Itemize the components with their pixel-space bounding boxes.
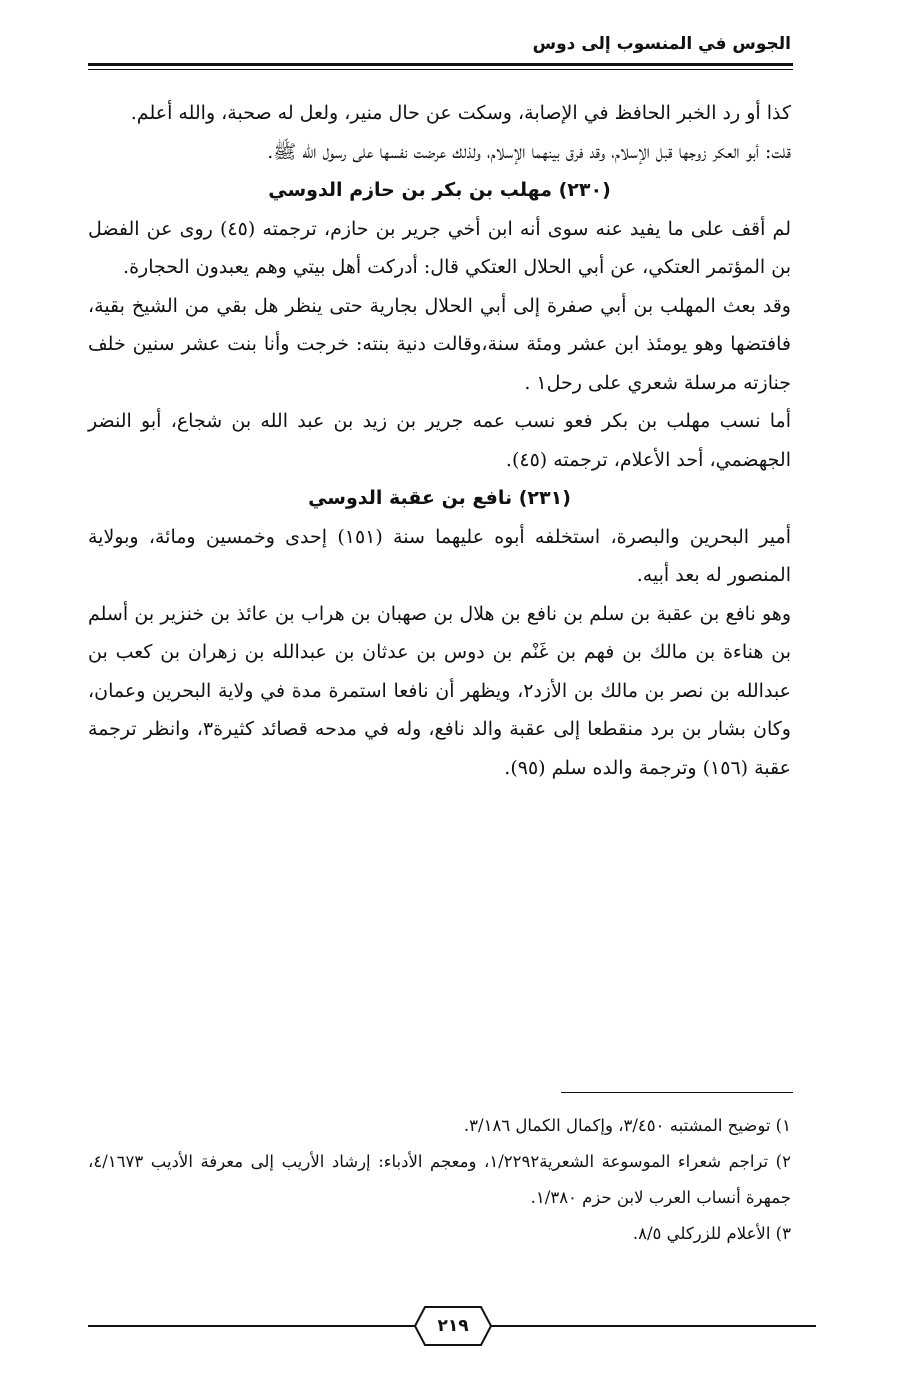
footnote-2: ٢) تراجم شعراء الموسوعة الشعرية١/٢٢٩٢، ومعجم الأدباء: إرشاد الأريب إلى معرفة الأديب ٤/١٦٧٣، جمهرة أنساب العرب لابن حزم ١/٣٨٠. [88, 1152, 791, 1207]
paragraph-3: لم أقف على ما يفيد عنه سوى أنه ابن أخي جرير بن حازم، ترجمته (٤٥) روى عن الفضل بن المؤتمر العتكي، عن أبي الحلال العتكي قال: أدركت أهل بيتي وهم يعبدون الحجارة. [88, 217, 791, 278]
footer-rule-left [88, 1325, 420, 1327]
page-number: ٢١٩ [437, 1316, 469, 1336]
paragraph-7: وهو نافع بن عقبة بن سلم بن نافع بن هلال بن صهبان بن هراب بن عائذ بن خنزير بن أسلم بن هناءة بن مالك بن فهم بن غَنْم بن دوس بن عدثان بن عبدالله بن زهران بن كعب بن عبدالله بن نصر بن مالك بن الأزد٢، ويظهر أن نافعا استمرة مدة في ولاية البحرين وعمان، وكان بشار بن برد منقطعا إلى عقبة والد نافع، وله في مدحه قصائد كثيرة٣، وانظر ترجمة عقبة (١٥٦) وترجمة والده سلم (٩٥). [88, 602, 791, 779]
footnote-1: ١) توضيح المشتبه ٣/٤٥٠، وإكمال الكمال ٣/١٨٦. [463, 1116, 791, 1135]
paragraph-1: كذا أو رد الخبر الحافظ في الإصابة، وسكت عن حال منير، ولعل له صحبة، والله أعلم. [130, 102, 791, 124]
paragraph-2: قلت: أبو العكر زوجها قبل الإسلام، وقد فرق بينهما الإسلام، ولذلك عرضت نفسها على رسول الله ﷺ. [267, 140, 791, 163]
footnote-3: ٣) الأعلام للزركلي ٨/٥. [632, 1224, 791, 1243]
main-text [88, 94, 791, 787]
footnotes [88, 1108, 791, 1252]
paragraph-4: وقد بعث المهلب بن أبي صفرة إلى أبي الحلال بجارية حتى ينظر هل بقي من الشيخ بقية، فافتضها وهو يومئذ ابن عشر ومئة سنة،وقالت دنية بنته: خرجت وأنا بنت عشر سنين خلف جنازته مرسلة شعري على رحل١ . [88, 294, 791, 394]
header-rule-thin [88, 69, 793, 70]
entry-heading-230: (٢٣٠) مهلب بن بكر بن حازم الدوسي [268, 179, 611, 201]
entry-heading-231: (٢٣١) نافع بن عقبة الدوسي [308, 487, 571, 509]
footer-rule-right [486, 1325, 816, 1327]
paragraph-5: أما نسب مهلب بن بكر فعو نسب عمه جرير بن زيد بن عبد الله بن شجاع، أبو النضر الجهضمي، أحد الأعلام، ترجمته (٤٥). [88, 410, 791, 471]
header-rule-thick [88, 63, 793, 66]
paragraph-6: أمير البحرين والبصرة، استخلفه أبوه عليهما سنة (١٥١) إحدى وخمسين ومائة، وبولاية المنصور له بعد أبيه. [88, 525, 791, 586]
running-header-title: الجوس في المنسوب إلى دوس [532, 34, 791, 54]
footnote-separator [561, 1092, 793, 1093]
